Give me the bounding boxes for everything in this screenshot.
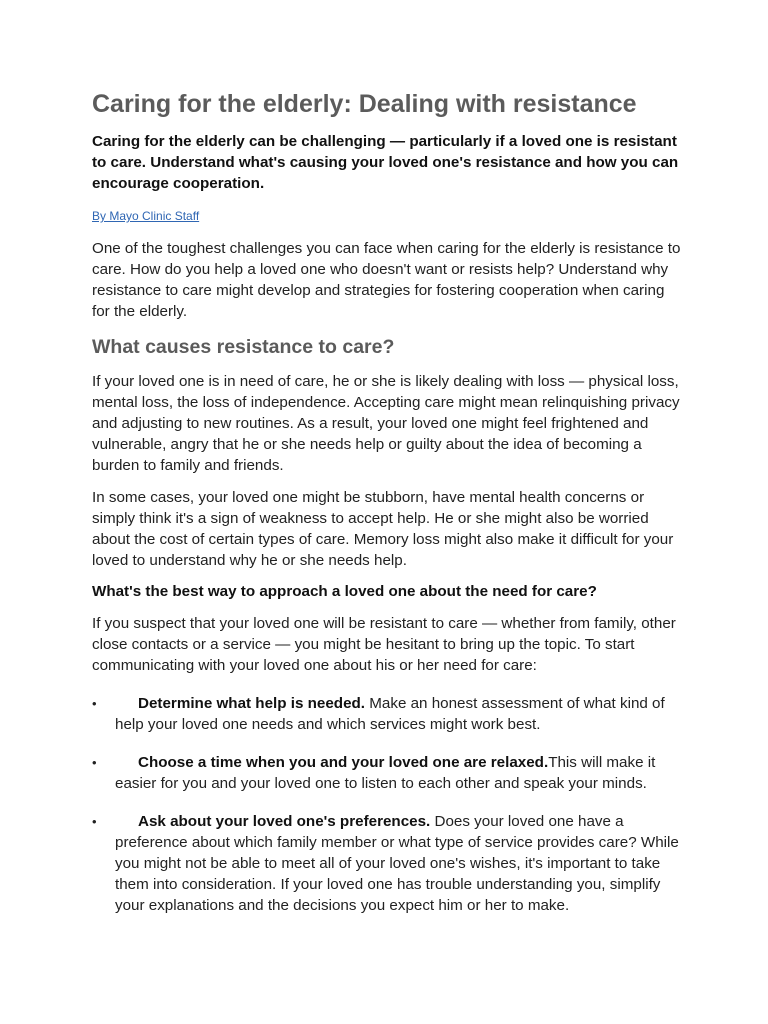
list-item (92, 752, 682, 794)
subheading: What's the best way to approach a loved one about the need for care? (92, 583, 597, 600)
list-item-body: This will make it easier for you and your loved one to listen to each other and speak your minds. (115, 754, 656, 792)
paragraph-1: One of the toughest challenges you can face when caring for the elderly is resistance to care. How do you help a loved one who doesn't want or resists help? Understand why resistance to care might develop and strategies for fostering cooperation when caring for the elderly. (92, 240, 681, 320)
article-intro: Caring for the elderly can be challenging — particularly if a loved one is resistant to care. Understand what's causing your loved one's resistance and how you can encourage cooperation. (92, 133, 679, 192)
list-item-lead: Determine what help is needed. (138, 695, 366, 712)
list-item (92, 811, 682, 916)
byline-link[interactable]: By Mayo Clinic Staff (92, 209, 200, 223)
bullet-marker: • (92, 814, 97, 829)
bullet-marker: • (92, 755, 97, 770)
list-item-lead: Choose a time when you and your loved one are relaxed. (138, 754, 549, 771)
list-item-text (115, 752, 682, 794)
paragraph-4: If you suspect that your loved one will be resistant to care — whether from family, other close contacts or a service — you might be hesitant to bring up the topic. To start communicating with your loved one about his or her need for care: (92, 615, 676, 674)
paragraph-2: If your loved one is in need of care, he or she is likely dealing with loss — physical loss, mental loss, the loss of independence. Accepting care might mean relinquishing privacy and adjusting to new routines. As a result, your loved one might feel frightened and vulnerable, angry that he or she needs help or guilty about the idea of becoming a burden to family and friends. (92, 373, 680, 474)
list-item-lead: Ask about your loved one's preferences. (138, 813, 431, 830)
list-item (92, 693, 682, 735)
list-item-text (115, 811, 682, 916)
list-item-body: Does your loved one have a preference about which family member or what type of service provides care? While you might not be able to meet all of your loved one's wishes, it's important to take them into consideration. If your loved one has trouble understanding you, simplify your explanations and the decisions you expect him or her to make. (115, 813, 679, 914)
paragraph-3: In some cases, your loved one might be stubborn, have mental health concerns or simply think it's a sign of weakness to accept help. He or she might also be worried about the cost of certain types of care. Memory loss might also make it difficult for your loved to understand why he or she needs help. (92, 489, 674, 569)
list-item-body: Make an honest assessment of what kind of help your loved one needs and which services might work best. (115, 695, 665, 733)
section-heading: What causes resistance to care? (92, 336, 395, 358)
article-title: Caring for the elderly: Dealing with resistance (92, 90, 637, 118)
bullet-marker: • (92, 696, 97, 711)
list-item-text (115, 693, 682, 735)
